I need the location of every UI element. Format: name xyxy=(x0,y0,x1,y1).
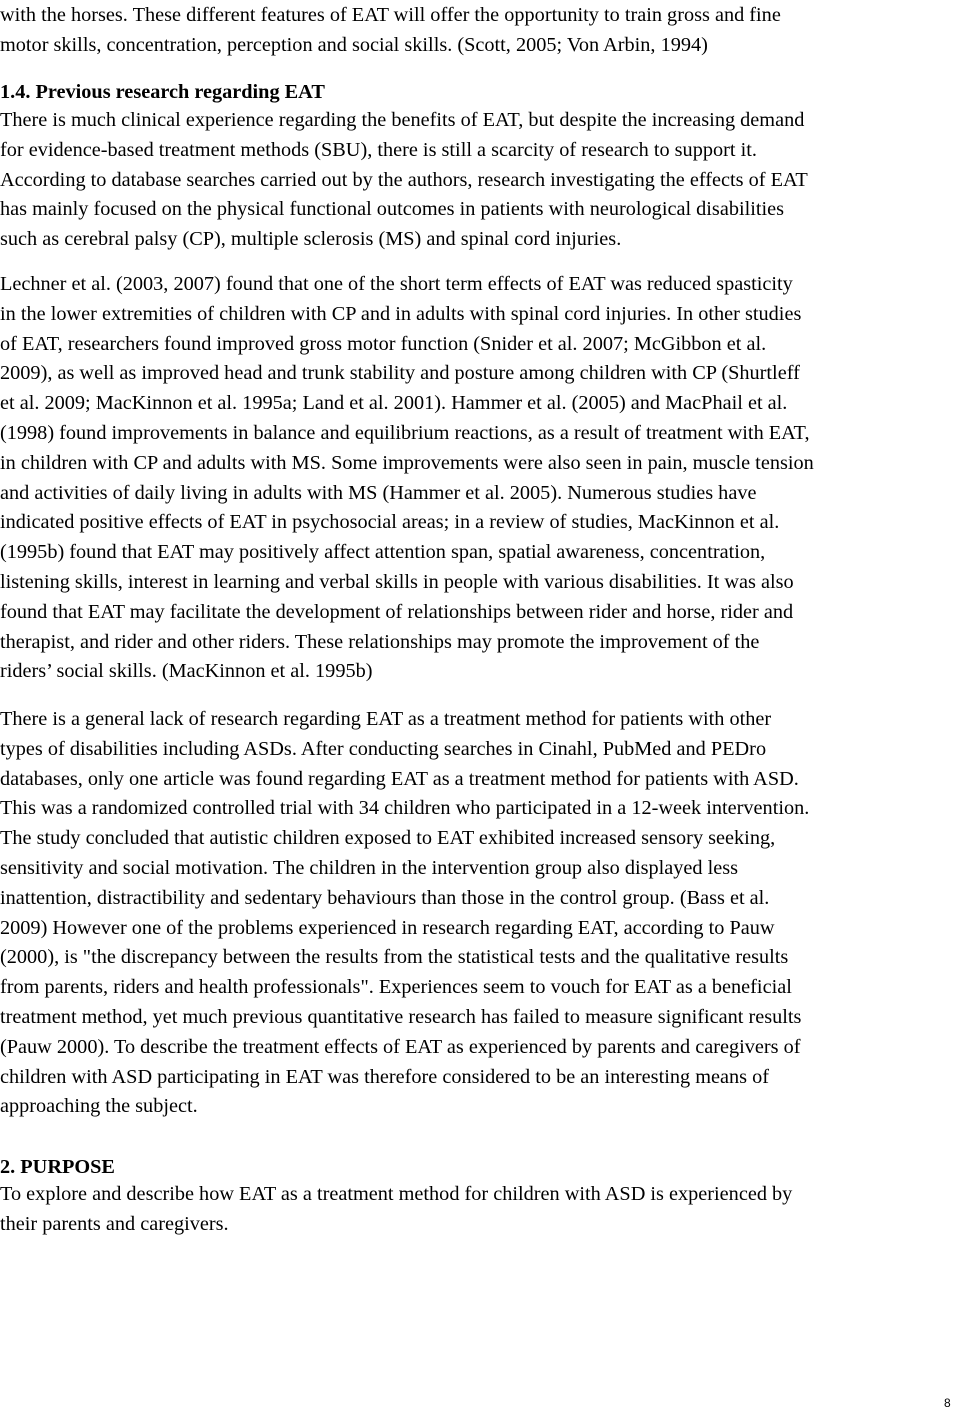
paragraph-clinical-experience xyxy=(0,106,960,255)
text-line: types of disabilities including ASDs. After conducting searches in Cinahl, PubMed and PEDro xyxy=(0,737,767,760)
text-line: in children with CP and adults with MS. Some improvements were also seen in pain, muscle tension xyxy=(0,451,814,474)
text-line: To explore and describe how EAT as a treatment method for children with ASD is experienced by xyxy=(0,1183,793,1205)
text-line: Lechner et al. (2003, 2007) found that one of the short term effects of EAT was reduced spasticity xyxy=(0,273,793,295)
intro-paragraph xyxy=(0,1,960,61)
paragraph-general-lack xyxy=(0,705,960,1122)
text-line: (1995b) found that EAT may positively affect attention span, spatial awareness, concentration, xyxy=(0,541,766,564)
text-line: of EAT, researchers found improved gross motor function (Snider et al. 2007; McGibbon et al. xyxy=(0,332,767,355)
text-line: There is a general lack of research regarding EAT as a treatment method for patients with other xyxy=(0,708,772,730)
text-line: riders’ social skills. (MacKinnon et al. 1995b) xyxy=(0,660,373,683)
section-2-heading: 2. PURPOSE xyxy=(0,1156,115,1178)
text-line: (Pauw 2000). To describe the treatment effects of EAT as experienced by parents and caregivers of xyxy=(0,1035,801,1058)
text-line: 2009) However one of the problems experienced in research regarding EAT, according to Pauw xyxy=(0,916,775,939)
paragraph-lechner-findings xyxy=(0,270,960,687)
purpose-paragraph xyxy=(0,1180,960,1240)
text-line: The study concluded that autistic children exposed to EAT exhibited increased sensory seeking, xyxy=(0,827,776,850)
text-line: found that EAT may facilitate the development of relationships between rider and horse, rider and xyxy=(0,600,794,623)
text-line: databases, only one article was found regarding EAT as a treatment method for patients with ASD. xyxy=(0,767,799,790)
text-line: for evidence-based treatment methods (SBU), there is still a scarcity of research to support it. xyxy=(0,138,757,161)
text-line: (1998) found improvements in balance and equilibrium reactions, as a result of treatment with EAT, xyxy=(0,421,810,444)
text-line: from parents, riders and health professionals". Experiences seem to vouch for EAT as a beneficial xyxy=(0,976,792,999)
text-line: approaching the subject. xyxy=(0,1095,198,1118)
text-line: therapist, and rider and other riders. These relationships may promote the improvement of the xyxy=(0,630,760,653)
text-line: sensitivity and social motivation. The children in the intervention group also displayed less xyxy=(0,856,739,879)
text-line: treatment method, yet much previous quantitative research has failed to measure significant results xyxy=(0,1005,802,1028)
page-number: 8 xyxy=(944,1396,951,1410)
text-line: listening skills, interest in learning and verbal skills in people with various disabilities. It was also xyxy=(0,570,794,593)
text-line: and activities of daily living in adults with MS (Hammer et al. 2005). Numerous studies have xyxy=(0,481,757,504)
text-line: such as cerebral palsy (CP), multiple sclerosis (MS) and spinal cord injuries. xyxy=(0,228,622,251)
text-line: (2000), is "the discrepancy between the results from the statistical tests and the qualitative results xyxy=(0,946,789,969)
text-line: indicated positive effects of EAT in psychosocial areas; in a review of studies, MacKinnon et al. xyxy=(0,511,780,534)
text-line: et al. 2009; MacKinnon et al. 1995a; Land et al. 2001). Hammer et al. (2005) and MacPhail et al. xyxy=(0,392,788,415)
text-line: 2009), as well as improved head and trunk stability and posture among children with CP (Shurtleff xyxy=(0,362,800,385)
text-line: There is much clinical experience regarding the benefits of EAT, but despite the increasing demand xyxy=(0,109,805,131)
text-line: According to database searches carried out by the authors, research investigating the effects of EAT xyxy=(0,168,808,191)
text-line: inattention, distractibility and sedentary behaviours than those in the control group. (Bass et al. xyxy=(0,886,770,909)
section-1-4-heading: 1.4. Previous research regarding EAT xyxy=(0,81,325,103)
text-line: children with ASD participating in EAT was therefore considered to be an interesting means of xyxy=(0,1065,769,1088)
text-line: in the lower extremities of children with CP and in adults with spinal cord injuries. In other studies xyxy=(0,302,802,325)
text-line: their parents and caregivers. xyxy=(0,1212,229,1235)
text-line: with the horses. These different features of EAT will offer the opportunity to train gross and fine xyxy=(0,4,781,26)
text-line: motor skills, concentration, perception and social skills. (Scott, 2005; Von Arbin, 1994) xyxy=(0,33,708,56)
text-line: This was a randomized controlled trial with 34 children who participated in a 12-week intervention. xyxy=(0,797,810,820)
text-line: has mainly focused on the physical functional outcomes in patients with neurological disabilities xyxy=(0,198,785,221)
